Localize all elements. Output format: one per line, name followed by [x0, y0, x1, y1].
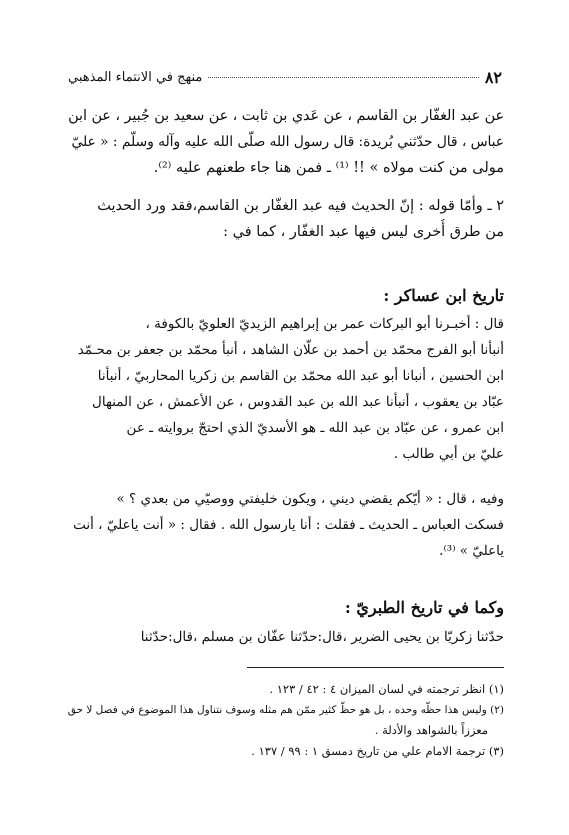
- paragraph-3-line-1: قال : أخبـرنا أبو البركات عمر بن إبراهيم الزيديّ العلويّ بالكوفة ،: [145, 316, 504, 332]
- paragraph-4-line-2: فسكت العباس ـ الحديث ـ فقلت : أنا يارسول الله . فقال : « أنت ياعليّ ، أنت: [73, 517, 504, 533]
- paragraph-4-line-1: وفيه ، قال : « أيّكم يقضي ديني ، ويكون خليفتي ووصيّي من بعدي ؟ »: [116, 491, 504, 507]
- paragraph-2: [66, 193, 504, 245]
- paragraph-1-line-3: مولى من كنت مولاه » !! ⁽¹⁾ ـ فمن هنا جاء طعنهم عليه ⁽²⁾.: [153, 160, 504, 176]
- paragraph-3-line-6: عليّ بن أبي طالب .: [393, 446, 504, 462]
- paragraph-2-line-1: ٢ ـ وأمّا قوله : إنّ الحديث فيه عبد الغفّار بن القاسم،فقد ورد الحديث: [97, 198, 504, 214]
- paragraph-3-line-2: أنبأنا أبو الفرج محمّد بن أحمد بن علّان الشاهد ، أنبأ محمّد بن جعفر بن محـمّد: [77, 342, 504, 358]
- paragraph-3: [66, 311, 504, 467]
- footnote-2: (٢) وليس هذا حظّه وحده ، بل هو حظّ كثير ممّن هم مثله وسوف نتناول هذا الموضوع في فصل لا حق: [67, 704, 504, 716]
- paragraph-2-line-2: من طرق أُخرى ليس فيها عبد الغفّار ، كما في :: [223, 224, 504, 240]
- footnote-2-continuation: معززاً بالشواهد والأدلة .: [374, 723, 488, 737]
- footnote-3: (٣) ترجمة الامام علي من تاريخ دمسق ١ : ٩٩ / ١٣٧ .: [251, 744, 504, 758]
- paragraph-3-line-4: عبّاد بن يعقوب ، أنبأنا عبد الله بن عبد القدوس ، عن الأعمش ، عن المنهال: [92, 394, 504, 410]
- section-heading-ibn-asakir: تاريخ ابن عساكر :: [383, 286, 504, 305]
- paragraph-3-line-3: ابن الحسين ، أنبانا أبو عبد الله محمّد بن القاسم بن زكريا المحاربيّ ، أنبأنا: [97, 368, 504, 384]
- footnote-1: (١) انظر ترجمته في لسان الميزان ٤ : ٤٢ / ١٢٣ .: [269, 682, 504, 696]
- paragraph-1-line-2: عباس ، قال حدّثني بُريدة: قال رسول الله صلّى الله عليه وآله وسلّم : « عليّ: [71, 134, 504, 150]
- section-heading-tabari: وكما في تاريخ الطبريّ :: [344, 598, 504, 617]
- paragraph-5: حدّثنا زكريّا بن يحيى الضرير ،قال:حدّثنا عفّان بن مسلم ،قال:حدّثنا: [140, 629, 504, 645]
- paragraph-1: [66, 103, 504, 181]
- footnote-separator: [247, 667, 504, 668]
- paragraph-3-line-5: ابن عمرو ، عن عبّاد بن عبد الله ـ هو الأسديّ الذي احتجّ بروايته ـ عن: [126, 420, 504, 436]
- running-title: منهج في الانتماء المذهبي: [68, 69, 203, 85]
- page-number: ٨٢: [484, 67, 502, 87]
- paragraph-4-line-3: ياعليّ » ⁽³⁾.: [439, 543, 504, 559]
- paragraph-4: [66, 486, 504, 564]
- paragraph-1-line-1: عن عبد الغفّار بن القاسم ، عن عَدي بن ثابت ، عن سعيد بن جُبير ، عن ابن: [68, 108, 504, 124]
- running-header: [68, 66, 502, 88]
- header-dot-leader: [208, 76, 478, 78]
